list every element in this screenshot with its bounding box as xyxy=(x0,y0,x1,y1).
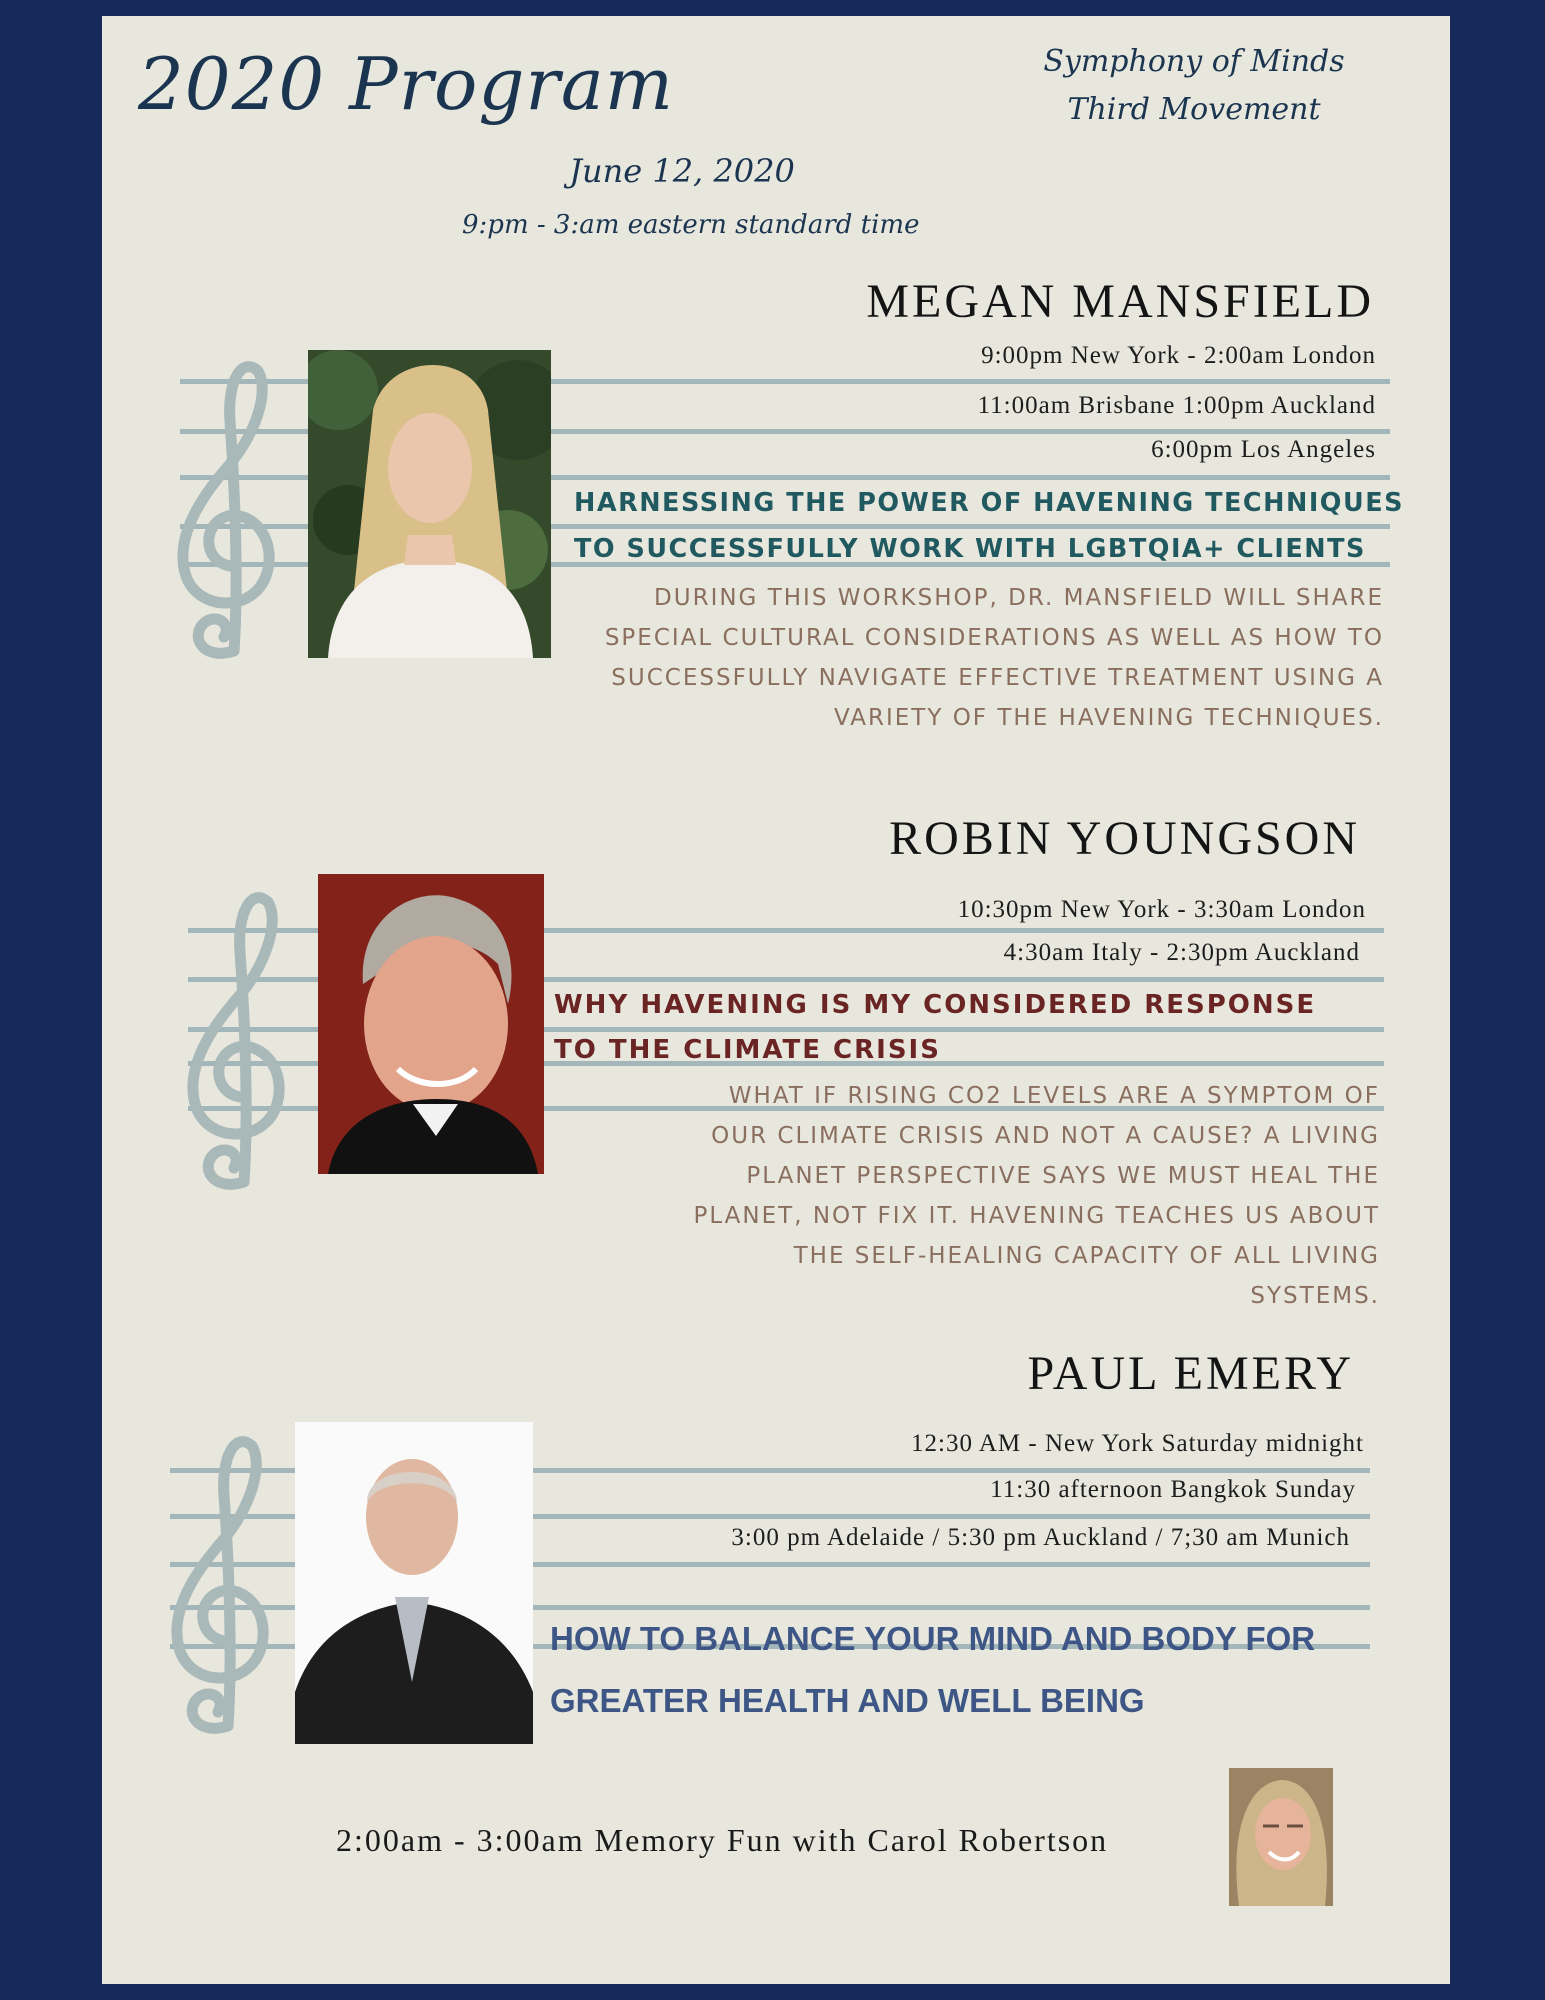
session-headline: HOW TO BALANCE YOUR MIND AND BODY FOR xyxy=(550,1620,1316,1657)
description-line: PLANET, NOT FIX IT. HAVENING TEACHES US ABOUT xyxy=(693,1203,1380,1229)
session-headline: WHY HAVENING IS MY CONSIDERED RESPONSE xyxy=(554,990,1317,1020)
session-headline: GREATER HEALTH AND WELL BEING xyxy=(550,1682,1145,1719)
host-photo xyxy=(1229,1768,1333,1906)
session-time: 11:30 afternoon Bangkok Sunday xyxy=(990,1476,1356,1503)
description-line: THE SELF-HEALING CAPACITY OF ALL LIVING xyxy=(793,1243,1380,1269)
event-name-line1: Symphony of Minds xyxy=(1043,44,1345,79)
description-line: DURING THIS WORKSHOP, DR. MANSFIELD WILL SHARE xyxy=(654,585,1384,611)
speaker-photo xyxy=(318,874,544,1174)
description-line: SYSTEMS. xyxy=(1250,1283,1380,1309)
description-line: WHAT IF RISING CO2 LEVELS ARE A SYMPTOM OF xyxy=(728,1083,1380,1109)
session-time: 3:00 pm Adelaide / 5:30 pm Auckland / 7;30 am Munich xyxy=(731,1524,1350,1551)
speaker-name: PAUL EMERY xyxy=(1027,1347,1354,1400)
session-time: 9:00pm New York - 2:00am London xyxy=(981,342,1376,369)
session-headline: TO SUCCESSFULLY WORK WITH LGBTQIA+ CLIENTS xyxy=(574,534,1366,564)
event-date: June 12, 2020 xyxy=(569,152,795,190)
description-line: SUCCESSFULLY NAVIGATE EFFECTIVE TREATMENT USING A xyxy=(611,665,1384,691)
event-name-line2: Third Movement xyxy=(1067,92,1321,127)
description-line: VARIETY OF THE HAVENING TECHNIQUES. xyxy=(834,705,1384,731)
session-description xyxy=(605,578,1384,738)
treble-clef-icon xyxy=(172,351,282,681)
session-time: 12:30 AM - New York Saturday midnight xyxy=(911,1430,1364,1457)
session-headline: TO THE CLIMATE CRISIS xyxy=(554,1035,941,1065)
session-time: 4:30am Italy - 2:30pm Auckland xyxy=(1003,939,1360,966)
program-page xyxy=(102,16,1450,1984)
session-description xyxy=(693,1076,1380,1316)
speaker-name: ROBIN YOUNGSON xyxy=(889,812,1360,865)
session-time: 11:00am Brisbane 1:00pm Auckland xyxy=(977,392,1376,419)
description-line: PLANET PERSPECTIVE SAYS WE MUST HEAL THE xyxy=(746,1163,1380,1189)
speaker-name: MEGAN MANSFIELD xyxy=(866,275,1374,328)
session-headline: HARNESSING THE POWER OF HAVENING TECHNIQUES xyxy=(574,488,1404,518)
description-line: SPECIAL CULTURAL CONSIDERATIONS AS WELL AS HOW TO xyxy=(604,625,1384,651)
session-time: 10:30pm New York - 3:30am London xyxy=(957,896,1366,923)
speaker-photo xyxy=(295,1422,533,1744)
treble-clef-icon xyxy=(166,1426,276,1756)
closing-session: 2:00am - 3:00am Memory Fun with Carol Robertson xyxy=(336,1822,1109,1858)
event-time: 9:pm - 3:am eastern standard time xyxy=(462,210,920,240)
treble-clef-icon xyxy=(182,882,292,1212)
event-name xyxy=(1034,38,1354,134)
program-title: 2020 Program xyxy=(138,42,675,126)
description-line: OUR CLIMATE CRISIS AND NOT A CAUSE? A LIVING xyxy=(711,1123,1380,1149)
speaker-photo xyxy=(308,350,551,658)
session-time: 6:00pm Los Angeles xyxy=(1151,436,1376,463)
